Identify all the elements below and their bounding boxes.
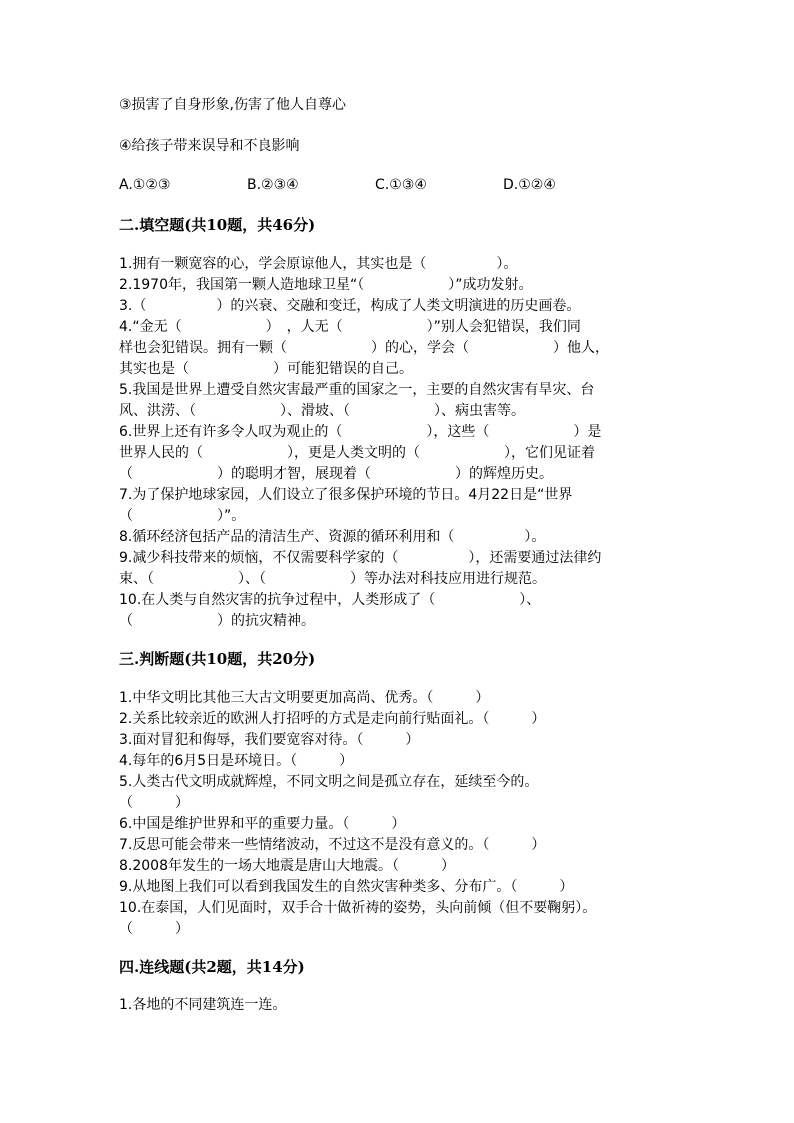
section-heading-fill: 二.填空题(共10题，共46分): [119, 216, 316, 234]
option-c: C.①③④: [375, 177, 427, 193]
judge-line: 9.从地图上我们可以看到我国发生的自然灾害种类多、分布广。（ ）: [119, 879, 574, 895]
judge-line: 10.在泰国，人们见面时，双手合十做祈祷的姿势，头向前倾（但不要鞠躬）。: [119, 900, 597, 916]
judge-line: 8.2008年发生的一场大地震是唐山大地震。（ ）: [119, 858, 455, 874]
fill-line: 风、洪涝、（ ）、滑坡、（ ）、病虫害等。: [119, 403, 525, 419]
fill-line: 9.减少科技带来的烦恼，不仅需要科学家的（ ），还需要通过法律约: [119, 550, 602, 566]
fill-line: 5.我国是世界上遭受自然灾害最严重的国家之一，主要的自然灾害有旱灾、台: [119, 382, 595, 398]
fill-line: （ ）”。: [119, 508, 246, 524]
option-b: B.②③④: [247, 177, 299, 193]
fill-line: 束、（ ）、（ ）等办法对科技应用进行规范。: [119, 571, 546, 587]
judge-line: 3.面对冒犯和侮辱，我们要宽容对待。（ ）: [119, 732, 420, 748]
judge-line: （ ）: [119, 795, 189, 811]
fill-line: 4.“金无（ ） ，人无（ ）”别人会犯错误，我们同: [119, 319, 581, 335]
fill-line: 8.循环经济包括产品的清洁生产、资源的循环利用和（ ）。: [119, 529, 546, 545]
fill-line: 7.为了保护地球家园，人们设立了很多保护环境的节日。4月22日是“世界: [119, 487, 573, 503]
choice-item-4: ④给孩子带来误导和不良影响: [119, 138, 300, 154]
section-heading-match: 四.连线题(共2题，共14分): [119, 958, 305, 976]
judge-line: 1.中华文明比其他三大古文明要更加高尚、优秀。（ ）: [119, 690, 490, 706]
judge-line: 6.中国是维护世界和平的重要力量。（ ）: [119, 816, 406, 832]
judge-line: 4.每年的6月5日是环境日。（ ）: [119, 753, 354, 769]
judge-line: 7.反思可能会带来一些情绪波动，不过这不是没有意义的。（ ）: [119, 837, 546, 853]
judge-line: 5.人类古代文明成就辉煌，不同文明之间是孤立存在，延续至今的。: [119, 774, 539, 790]
fill-line: 2.1970年，我国第一颗人造地球卫星“（ ）”成功发射。: [119, 277, 533, 293]
fill-line: 10.在人类与自然灾害的抗争过程中，人类形成了（ ）、: [119, 592, 541, 608]
judge-line: （ ）: [119, 921, 189, 937]
fill-line: （ ）的抗灾精神。: [119, 613, 315, 629]
option-d: D.①②④: [503, 177, 556, 193]
fill-line: 世界人民的（ ），更是人类文明的（ ），它们见证着: [119, 445, 595, 461]
section-heading-judge: 三.判断题(共10题，共20分): [119, 650, 316, 668]
match-question-1: 1.各地的不同建筑连一连。: [119, 997, 287, 1013]
fill-line: （ ）的聪明才智，展现着（ ）的辉煌历史。: [119, 466, 553, 482]
fill-line: 3.（ ）的兴衰、交融和变迁，构成了人类文明演进的历史画卷。: [119, 298, 581, 314]
fill-line: 其实也是（ ）可能犯错误的自己。: [119, 361, 413, 377]
fill-line: 1.拥有一颗宽容的心，学会原谅他人，其实也是（ ）。: [119, 256, 518, 272]
fill-line: 6.世界上还有许多令人叹为观止的（ ），这些（ ）是: [119, 424, 602, 440]
choice-item-3: ③损害了自身形象,伤害了他人自尊心: [119, 97, 347, 113]
option-a: A.①②③: [119, 177, 171, 193]
judge-line: 2.关系比较亲近的欧洲人打招呼的方式是走向前行贴面礼。（ ）: [119, 711, 546, 727]
fill-line: 样也会犯错误。拥有一颗（ ）的心，学会（ ）他人，: [119, 340, 609, 356]
